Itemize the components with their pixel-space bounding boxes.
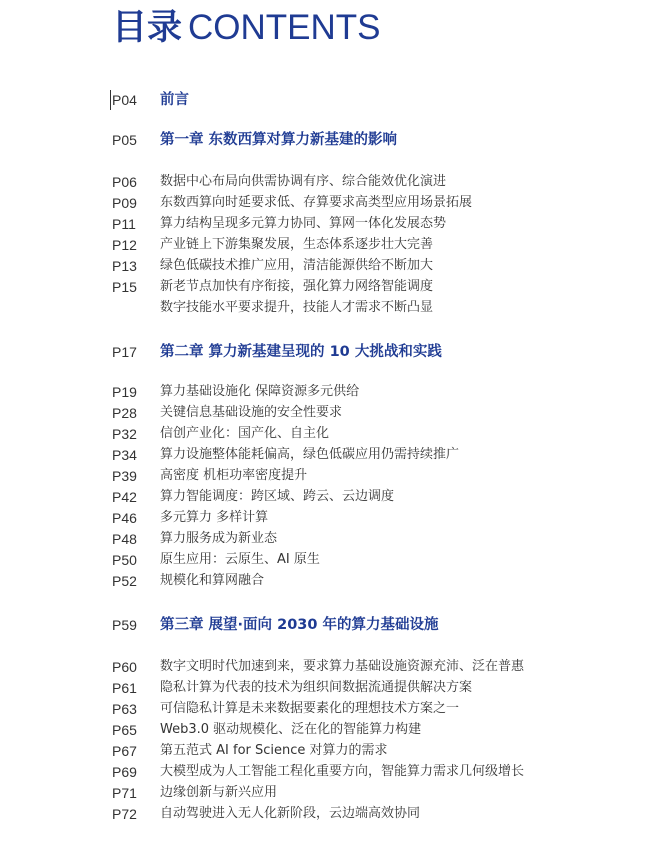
toc-entry-title: 算力基础设施化 保障资源多元供给 <box>160 384 360 399</box>
toc-entry-title: 自动驾驶进入无人化新阶段，云边端高效协同 <box>160 806 421 821</box>
toc-page-number: P28 <box>112 405 137 421</box>
toc-entry-title: 算力结构呈现多元算力协同、算网一体化发展态势 <box>160 216 447 231</box>
toc-entry-title: 东数西算向时延要求低、存算要求高类型应用场景拓展 <box>160 195 473 210</box>
toc-page-number: P71 <box>112 785 137 801</box>
toc-entry-title: 规模化和算网融合 <box>160 573 265 588</box>
toc-entry-title: 绿色低碳技术推广应用，清洁能源供给不断加大 <box>160 258 434 273</box>
toc-entry-title: 数据中心布局向供需协调有序、综合能效优化演进 <box>160 174 447 189</box>
toc-page-number: P59 <box>112 617 137 633</box>
toc-entry-title: 算力服务成为新业态 <box>160 531 278 546</box>
toc-page-number: P19 <box>112 384 137 400</box>
toc-entry-title: 原生应用：云原生、AI 原生 <box>160 552 320 567</box>
toc-page-number: P50 <box>112 552 137 568</box>
toc-entry-title: Web3.0 驱动规模化、泛在化的智能算力构建 <box>160 722 422 737</box>
toc-entry-title: 新老节点加快有序衔接，强化算力网络智能调度 <box>160 279 434 294</box>
toc-page-number: P52 <box>112 573 137 589</box>
toc-page-number: P42 <box>112 489 137 505</box>
toc-entry-title: 数字文明时代加速到来，要求算力基础设施资源充沛、泛在普惠 <box>160 659 525 674</box>
toc-entry-title: 关键信息基础设施的安全性要求 <box>160 405 343 420</box>
toc-page-number: P65 <box>112 722 137 738</box>
toc-page-number: P39 <box>112 468 137 484</box>
toc-chapter-title: 第一章 东数西算对算力新基建的影响 <box>160 132 398 148</box>
toc-entry-title: 大模型成为人工智能工程化重要方向，智能算力需求几何级增长 <box>160 764 525 779</box>
title-zh: 目录 <box>112 8 183 48</box>
toc-entry-title: 多元算力 多样计算 <box>160 510 269 525</box>
toc-page-number: P34 <box>112 447 137 463</box>
toc-entry-title: 高密度 机柜功率密度提升 <box>160 468 308 483</box>
toc-page-number: P32 <box>112 426 137 442</box>
toc-entry-title: 隐私计算为代表的技术为组织间数据流通提供解决方案 <box>160 680 473 695</box>
toc-chapter-title: 前言 <box>160 92 189 108</box>
toc-entry-title: 数字技能水平要求提升，技能人才需求不断凸显 <box>160 300 434 315</box>
toc-entry-title: 边缘创新与新兴应用 <box>160 785 278 800</box>
toc-entry-title: 可信隐私计算是未来数据要素化的理想技术方案之一 <box>160 701 460 716</box>
toc-page-number: P72 <box>112 806 137 822</box>
toc-page-number: P67 <box>112 743 137 759</box>
toc-page-number: P06 <box>112 174 137 190</box>
toc-entry-title: 第五范式 AI for Science 对算力的需求 <box>160 743 388 758</box>
toc-page-number: P05 <box>112 132 137 148</box>
toc-page-number: P60 <box>112 659 137 675</box>
toc-page-number: P61 <box>112 680 137 696</box>
toc-entry-title: 信创产业化：国产化、自主化 <box>160 426 330 441</box>
toc-page-number: P11 <box>112 216 136 232</box>
title-en: CONTENTS <box>188 8 381 47</box>
toc-page-number: P69 <box>112 764 137 780</box>
toc-page-number: P48 <box>112 531 137 547</box>
toc-entry-title: 算力设施整体能耗偏高，绿色低碳应用仍需持续推广 <box>160 447 460 462</box>
toc-page-number: P17 <box>112 344 137 360</box>
toc-page-number: P09 <box>112 195 137 211</box>
toc-page-number: P15 <box>112 279 137 295</box>
toc-chapter-title: 第二章 算力新基建呈现的 10 大挑战和实践 <box>160 344 442 360</box>
toc-page-number: P12 <box>112 237 137 253</box>
toc-entry-title: 产业链上下游集聚发展，生态体系逐步壮大完善 <box>160 237 434 252</box>
toc-entry-title: 算力智能调度：跨区域、跨云、云边调度 <box>160 489 395 504</box>
toc-page-number: P63 <box>112 701 137 717</box>
toc-page-number: P46 <box>112 510 137 526</box>
toc-page-number: P13 <box>112 258 137 274</box>
toc-chapter-title: 第三章 展望·面向 2030 年的算力基础设施 <box>160 617 439 633</box>
toc-page-number: P04 <box>110 90 160 110</box>
